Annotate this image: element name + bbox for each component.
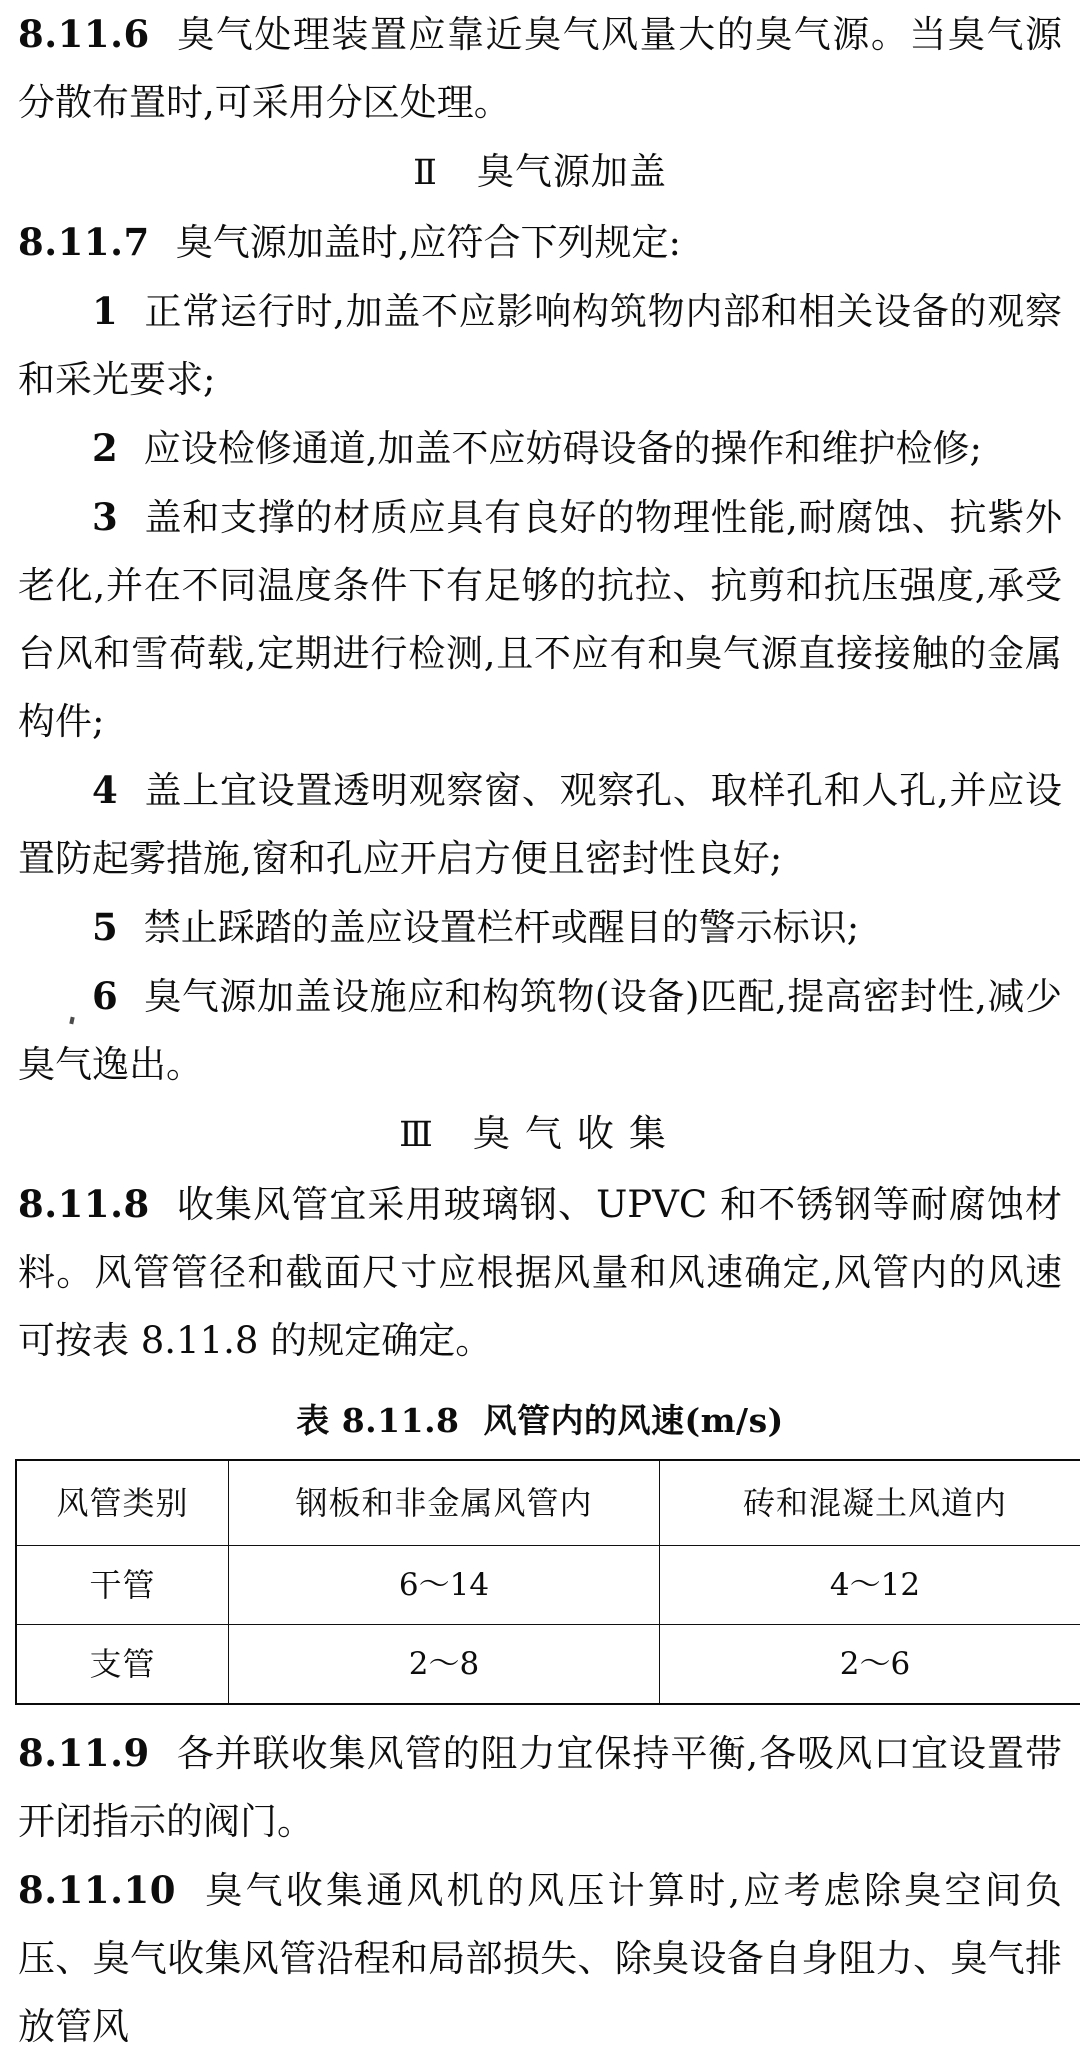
clause-number: 8.11.9 [18,1731,150,1775]
sub-item-number: 5 [92,905,118,949]
spacer [0,1375,1080,1391]
clause-8-11-6 [0,0,1080,137]
sub-item-number: 3 [92,495,118,539]
table-caption-prefix: 表 8.11.8 [296,1401,459,1440]
section-heading-title: 臭气源加盖 [477,150,667,193]
clause-text: 臭气处理装置应靠近臭气风量大的臭气源。当臭气源分散布置时,可采用分区处理。 [18,13,1062,124]
clause-text: 收集风管宜采用玻璃钢、UPVC 和不锈钢等耐腐蚀材料。风管管径和截面尺寸应根据风量和风速确定,风管内的风速可按表 8.11.8 的规定确定。 [18,1183,1062,1362]
sub-item-3 [0,483,1080,756]
sub-item-1 [0,277,1080,414]
clause-number: 8.11.6 [18,12,150,56]
clause-text: 各并联收集风管的阻力宜保持平衡,各吸风口宜设置带开闭指示的阀门。 [18,1732,1062,1843]
clause-text: 臭气源加盖时,应符合下列规定: [176,221,681,264]
sub-item-number: 2 [92,426,118,470]
clause-8-11-9 [0,1719,1080,1856]
section-heading-3 [0,1099,1080,1170]
clause-8-11-10 [0,1856,1080,2061]
sub-item-text: 盖和支撑的材质应具有良好的物理性能,耐腐蚀、抗紫外老化,并在不同温度条件下有足够的抗拉、抗剪和抗压强度,承受台风和雪荷载,定期进行检测,且不应有和臭气源直接接触的金属构件; [18,496,1062,743]
table-cell-category: 支管 [16,1625,229,1705]
sub-item-text: 正常运行时,加盖不应影响构筑物内部和相关设备的观察和采光要求; [18,290,1062,401]
table-cell-steel-nonmetal: 6～14 [229,1546,660,1625]
sub-item-number: 4 [92,768,118,812]
section-heading-2 [0,137,1080,208]
section-roman-numeral: Ⅱ [413,153,437,193]
sub-item-5 [0,893,1080,962]
sub-item-text: 禁止踩踏的盖应设置栏杆或醒目的警示标识; [144,906,859,949]
table-air-velocity [15,1459,1080,1705]
sub-item-2 [0,414,1080,483]
table-header-cell-steel-nonmetal: 钢板和非金属风管内 [229,1460,660,1546]
sub-item-6 [0,962,1080,1099]
table-header-row [16,1460,1080,1546]
sub-item-text: 应设检修通道,加盖不应妨碍设备的操作和维护检修; [144,427,982,470]
table-header-cell-brick-concrete: 砖和混凝土风道内 [660,1460,1080,1546]
clause-text: 臭气收集通风机的风压计算时,应考虑除臭空间负压、臭气收集风管沿程和局部损失、除臭设备自身阻力、臭气排放管风 [18,1869,1062,2048]
sub-item-text: 臭气源加盖设施应和构筑物(设备)匹配,提高密封性,减少臭气逸出。 [18,975,1062,1086]
clause-number: 8.11.8 [18,1182,150,1226]
table-cell-steel-nonmetal: 2～8 [229,1625,660,1705]
table-cell-brick-concrete: 2～6 [660,1625,1080,1705]
clause-8-11-7 [0,208,1080,277]
section-heading-title: 臭气收集 [473,1112,681,1155]
table-cell-brick-concrete: 4～12 [660,1546,1080,1625]
clause-number: 8.11.7 [18,220,150,264]
sub-item-number: 1 [92,289,118,333]
clause-number: 8.11.10 [18,1868,176,1912]
sub-item-text: 盖上宜设置透明观察窗、观察孔、取样孔和人孔,并应设置防起雾措施,窗和孔应开启方便且密封性良好; [18,769,1062,880]
table-row [16,1625,1080,1705]
table-header-cell-category: 风管类别 [16,1460,229,1546]
sub-item-number: 6 [92,974,118,1018]
table-cell-category: 干管 [16,1546,229,1625]
table-caption [0,1391,1080,1451]
clause-8-11-8 [0,1170,1080,1375]
table-caption-title: 风管内的风速(m/s) [484,1401,784,1440]
table-row [16,1546,1080,1625]
section-roman-numeral: Ⅲ [399,1115,433,1155]
sub-item-4 [0,756,1080,893]
